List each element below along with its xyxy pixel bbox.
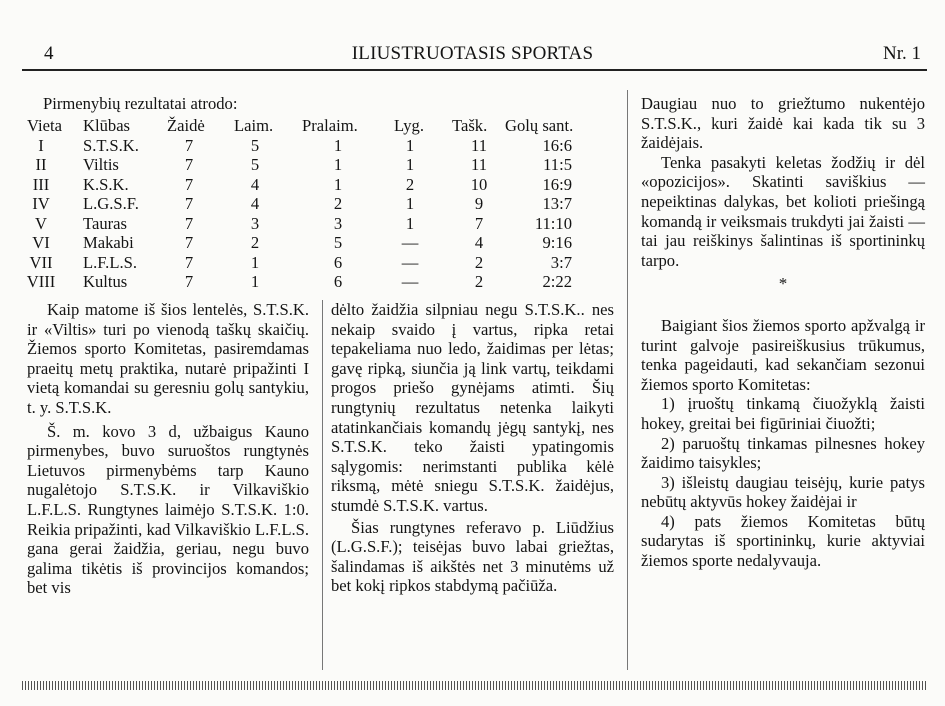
table-row xyxy=(27,233,617,253)
table-cell: 7 xyxy=(474,213,484,233)
table-row xyxy=(27,155,617,175)
table-cell: 2 xyxy=(474,272,484,291)
paragraph: dėlto žaidžia silpniau negu S.T.S.K.. nes nekaip svaido į vartus, ripka retai tepakeliama nuo ledo, žaidimas per lėtas; gavę ripką, siunčia ją link vartų, teikdami progos priešo gynėjams atimti. Šių rungtynių rezultatus netenka laikyti atatinkančiais komandų jėgų santykį, nes S.T.S.K. teko žaisti ypatingomis sąlygomis: nerimstanti publika kėlė riksmą, mėtė sniegu S.T.S.K. žaidėjus, stumdė S.T.S.K. vartus. xyxy=(331,300,614,515)
table-cell: 11:10 xyxy=(534,213,572,233)
page-header xyxy=(0,0,945,70)
section-separator: * xyxy=(778,274,788,294)
table-cell: 11:5 xyxy=(543,155,572,174)
table-cell: 1 xyxy=(250,252,260,272)
table-cell: 13:7 xyxy=(542,194,572,213)
table-cell: — xyxy=(401,233,419,252)
table-cell: 5 xyxy=(250,155,260,174)
table-cell: II xyxy=(35,155,47,174)
column-header: Laim. xyxy=(234,116,274,135)
table-cell: 1 xyxy=(405,213,415,233)
table-cell: 4 xyxy=(250,194,260,213)
paragraph: Kaip matome iš šios lentelės, S.T.S.K. ir «Viltis» turi po vienodą taškų skaičių. Žiemos sporto Komitetas, pasiremdamas praeitų metų praktika, nutarė pripažinti I vietą komandai su geresniu golų santykiu, t. y. S.T.S.K. xyxy=(27,300,309,417)
table-header-row xyxy=(27,116,617,136)
table-cell: 4 xyxy=(474,233,484,252)
table-cell: 11 xyxy=(471,155,487,174)
table-cell: 16:9 xyxy=(542,174,572,194)
table-cell: 7 xyxy=(184,213,194,233)
table-cell: 7 xyxy=(184,233,194,252)
table-cell: Makabi xyxy=(83,233,134,252)
table-cell: 5 xyxy=(250,135,260,155)
table-cell: VIII xyxy=(26,272,56,291)
issue-number: Nr. 1 xyxy=(883,43,921,64)
table-cell: 1 xyxy=(405,155,415,174)
paragraph: Šias rungtynes referavo p. Liūdžius (L.G.S.F.); teisėjas buvo labai griežtas, šalindamas iš aikštės net 3 minutėms už bet kokį ripkos stabdymą pačiūža. xyxy=(331,517,614,596)
column-header: Pralaim. xyxy=(302,116,358,135)
table-cell: 7 xyxy=(184,194,194,213)
paragraph: Š. m. kovo 3 d, užbaigus Kauno pirmenybes, buvo suruoštos rungtynės Lietuvos pirmenybėms tarp Kauno nugalėtojo S.T.S.K. ir Vilkaviškio L.F.L.S. Rungtynes laimėjo S.T.S.K. 1:0. Reikia pripažinti, kad Vilkaviškio L.F.L.S. gana gerai žaidžia, geriau, negu buvo galima tikėtis iš provincijos komandos; bet vis xyxy=(27,421,309,598)
article-column-3 xyxy=(641,94,925,571)
table-cell: 3 xyxy=(250,213,260,233)
list-item: 2) paruoštų tinkamas pilnesnes hokey žaidimo taisykles; xyxy=(641,433,925,473)
table-row xyxy=(27,175,617,195)
table-cell: Kultus xyxy=(83,272,128,291)
column-header: Tašk. xyxy=(452,116,488,135)
list-item: 4) pats žiemos Komitetas būtų sudarytas iš sportininkų, kurie aktyviai žiemos sporte nedalyvauja. xyxy=(641,511,925,571)
table-row xyxy=(27,194,617,214)
table-cell: 7 xyxy=(184,155,194,174)
table-cell: VII xyxy=(29,252,53,272)
table-cell: 11 xyxy=(471,135,487,155)
table-row xyxy=(27,214,617,234)
column-header: Žaidė xyxy=(167,116,205,135)
table-cell: 4 xyxy=(250,174,260,194)
list-item: 1) įruoštų tinkamą čiuožyklą žaisti hokey, greitai bei figūriniai čiuožti; xyxy=(641,394,925,433)
standings-intro: Pirmenybių rezultatai atrodo: xyxy=(43,94,238,113)
page-number: 4 xyxy=(44,43,54,64)
table-row xyxy=(27,253,617,273)
column-header: Klūbas xyxy=(83,116,131,135)
header-rule xyxy=(22,69,927,71)
article-column-1 xyxy=(27,300,309,598)
list-item: 3) išleistų daugiau teisėjų, kurie patys nebūtų aktyvūs hokey žaidėjai ir xyxy=(641,472,925,512)
table-cell: 7 xyxy=(184,272,194,291)
table-cell: 7 xyxy=(184,252,194,272)
table-cell: 5 xyxy=(333,233,343,252)
table-cell: IV xyxy=(32,194,50,213)
column-divider-lower xyxy=(322,300,323,670)
table-cell: 7 xyxy=(184,135,194,155)
table-cell: 16:6 xyxy=(542,135,572,155)
table-cell: V xyxy=(35,213,47,233)
table-cell: 1 xyxy=(333,155,343,174)
table-cell: L.G.S.F. xyxy=(83,194,139,213)
table-row xyxy=(27,272,617,292)
table-cell: Tauras xyxy=(83,213,127,233)
column-header: Lyg. xyxy=(394,116,424,135)
footer-ornament xyxy=(22,681,927,690)
table-cell: 2:22 xyxy=(542,272,572,291)
table-cell: 1 xyxy=(333,135,343,155)
table-cell: I xyxy=(38,135,44,155)
table-cell: 3 xyxy=(333,213,343,233)
table-cell: — xyxy=(401,272,419,291)
standings-table xyxy=(27,94,617,292)
table-row xyxy=(27,136,617,156)
table-cell: III xyxy=(32,174,50,194)
paragraph: Daugiau nuo to griežtumo nukentėjo S.T.S.K., kuri žaidė kai kada tik su 3 žaidėjais. xyxy=(641,94,925,153)
table-cell: L.F.L.S. xyxy=(83,252,137,272)
table-cell: VI xyxy=(32,233,50,252)
table-cell: 9 xyxy=(474,194,484,213)
table-cell: 10 xyxy=(470,174,488,194)
table-cell: 1 xyxy=(405,135,415,155)
table-cell: 1 xyxy=(250,272,260,291)
article-column-2 xyxy=(331,300,614,596)
table-cell: 6 xyxy=(333,252,343,272)
table-cell: — xyxy=(401,252,419,272)
table-cell: 6 xyxy=(333,272,343,291)
table-cell: 7 xyxy=(184,174,194,194)
paragraph: Tenka pasakyti keletas žodžių ir dėl «opozicijos». Skatinti saviškius — nepeiktinas dalykas, bet kolioti priešingą komandą ir veiksmais trukdyti jai žaisti — tai jau reiškinys šalintinas iš sportininkų tarpo. xyxy=(641,152,925,270)
table-cell: Viltis xyxy=(83,155,119,174)
paragraph: Baigiant šios žiemos sporto apžvalgą ir turint galvoje pasireiškusius trūkumus, tenka pageidauti, kad sekančiam sezonui žiemos sporto Komitetas: xyxy=(641,315,925,394)
table-cell: 2 xyxy=(333,194,343,213)
table-cell: 3:7 xyxy=(550,252,572,272)
column-divider xyxy=(627,90,628,670)
table-cell: K.S.K. xyxy=(83,174,129,194)
column-header: Vieta xyxy=(27,116,62,135)
table-cell: 2 xyxy=(405,174,415,194)
column-header: Golų sant. xyxy=(505,116,574,135)
table-cell: 9:16 xyxy=(542,233,572,252)
magazine-title: ILIUSTRUOTASIS SPORTAS xyxy=(351,43,594,64)
table-cell: 1 xyxy=(333,174,343,194)
table-cell: 2 xyxy=(250,233,260,252)
table-cell: 2 xyxy=(474,252,484,272)
table-cell: 1 xyxy=(405,194,415,213)
table-cell: S.T.S.K. xyxy=(83,135,139,155)
